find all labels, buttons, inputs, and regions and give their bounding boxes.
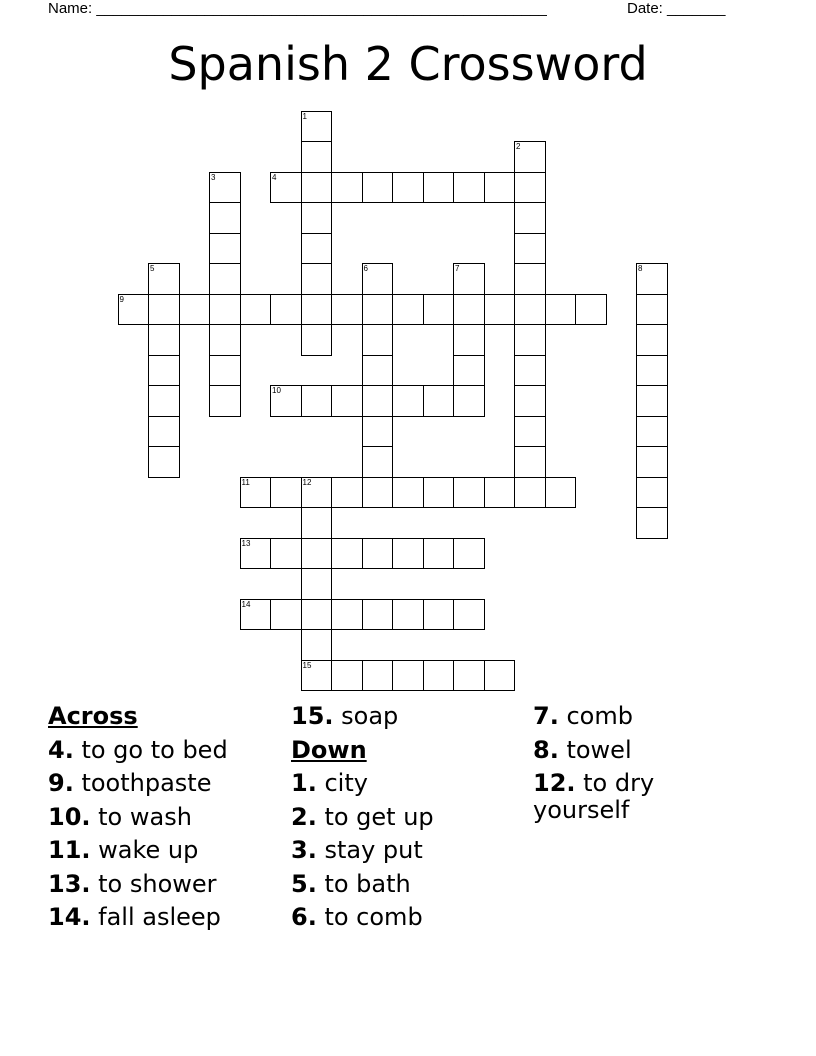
date-field[interactable]: Date: _______: [627, 0, 726, 17]
clue-column-1: [48, 700, 228, 935]
grid-cell[interactable]: [392, 172, 424, 204]
grid-cell[interactable]: [362, 355, 394, 387]
grid-cell[interactable]: [514, 385, 546, 417]
grid-cell[interactable]: [514, 324, 546, 356]
grid-cell[interactable]: [514, 416, 546, 448]
grid-cell[interactable]: [362, 660, 394, 692]
clue-down-6: [291, 901, 434, 935]
grid-cell[interactable]: [270, 385, 302, 417]
grid-cell[interactable]: [331, 538, 363, 570]
grid-cell[interactable]: [392, 538, 424, 570]
clue-across-14: [48, 901, 228, 935]
grid-cell[interactable]: [636, 477, 668, 509]
grid-cell[interactable]: [270, 599, 302, 631]
grid-cell[interactable]: [270, 172, 302, 204]
grid-cell[interactable]: [148, 416, 180, 448]
page-title: Spanish 2 Crossword: [168, 37, 648, 91]
grid-cell[interactable]: [209, 263, 241, 295]
grid-cell[interactable]: [636, 355, 668, 387]
grid-cell[interactable]: [270, 294, 302, 326]
clue-number: 2.: [291, 802, 317, 831]
grid-cell[interactable]: [423, 172, 455, 204]
grid-cell[interactable]: [453, 538, 485, 570]
grid-cell[interactable]: [301, 568, 333, 600]
name-field[interactable]: Name: ______________________________________________________: [48, 0, 547, 17]
clue-text: city: [316, 769, 368, 797]
grid-cell[interactable]: [484, 660, 516, 692]
grid-cell[interactable]: [514, 263, 546, 295]
grid-cell[interactable]: [301, 385, 333, 417]
grid-cell[interactable]: [118, 294, 150, 326]
grid-cell[interactable]: [392, 599, 424, 631]
grid-cell[interactable]: [209, 324, 241, 356]
grid-cell[interactable]: [362, 294, 394, 326]
grid-cell[interactable]: [453, 324, 485, 356]
grid-cell[interactable]: [453, 599, 485, 631]
grid-cell[interactable]: [240, 477, 272, 509]
grid-cell[interactable]: [636, 324, 668, 356]
grid-cell[interactable]: [148, 446, 180, 478]
grid-cell[interactable]: [453, 263, 485, 295]
cell-number: 6: [363, 264, 368, 273]
grid-cell[interactable]: [240, 599, 272, 631]
grid-cell[interactable]: [331, 477, 363, 509]
grid-cell[interactable]: [301, 660, 333, 692]
clue-across-11: [48, 834, 228, 868]
clue-down-8: [533, 734, 683, 768]
cell-number: 12: [302, 477, 312, 487]
grid-cell[interactable]: [301, 141, 333, 173]
grid-cell[interactable]: [514, 477, 546, 509]
grid-cell[interactable]: [514, 172, 546, 204]
grid-cell[interactable]: [301, 324, 333, 356]
clue-text: toothpaste: [73, 769, 212, 797]
grid-cell[interactable]: [484, 477, 516, 509]
grid-cell[interactable]: [240, 538, 272, 570]
clue-text: to comb: [316, 903, 423, 931]
grid-cell[interactable]: [423, 385, 455, 417]
clue-text: soap: [333, 702, 399, 730]
cell-number: 4: [272, 172, 277, 182]
grid-cell[interactable]: [514, 355, 546, 387]
clue-text: to go to bed: [73, 735, 228, 764]
clue-number: 6.: [291, 903, 317, 931]
clue-down-12: [533, 770, 683, 824]
grid-cell[interactable]: [362, 416, 394, 448]
clue-column-3: [533, 700, 683, 824]
grid-cell[interactable]: [301, 263, 333, 295]
grid-cell[interactable]: [148, 263, 180, 295]
clue-down-3: [291, 834, 434, 868]
grid-cell[interactable]: [179, 294, 211, 326]
grid-cell[interactable]: [514, 141, 546, 173]
grid-cell[interactable]: [301, 477, 333, 509]
grid-cell[interactable]: [362, 538, 394, 570]
cell-number: 13: [241, 538, 251, 548]
grid-cell[interactable]: [453, 385, 485, 417]
grid-cell[interactable]: [301, 172, 333, 204]
grid-cell[interactable]: [301, 202, 333, 234]
clue-number: 4.: [48, 735, 74, 764]
cell-number: 5: [150, 264, 155, 273]
cell-number: 7: [455, 264, 460, 273]
clue-text: comb: [558, 702, 633, 730]
clue-across-4: [48, 734, 228, 768]
grid-cell[interactable]: [392, 660, 424, 692]
cell-number: 10: [272, 386, 281, 395]
grid-cell[interactable]: [209, 355, 241, 387]
clue-text: to shower: [90, 869, 217, 898]
grid-cell[interactable]: [331, 294, 363, 326]
grid-cell[interactable]: [514, 233, 546, 265]
grid-cell[interactable]: [545, 294, 577, 326]
grid-cell[interactable]: [514, 294, 546, 326]
grid-cell[interactable]: [209, 172, 241, 204]
grid-cell[interactable]: [362, 477, 394, 509]
clue-number: 12.: [533, 769, 576, 797]
clue-number: 5.: [291, 869, 317, 898]
grid-cell[interactable]: [301, 294, 333, 326]
clue-text: stay put: [316, 836, 423, 864]
grid-cell[interactable]: [148, 324, 180, 356]
grid-cell[interactable]: [392, 294, 424, 326]
grid-cell[interactable]: [148, 355, 180, 387]
clue-number: 13.: [48, 869, 91, 898]
clue-down-1: [291, 767, 434, 801]
clue-text: to bath: [316, 869, 411, 898]
grid-cell[interactable]: [453, 355, 485, 387]
grid-cell[interactable]: [423, 660, 455, 692]
grid-cell[interactable]: [514, 202, 546, 234]
grid-cell[interactable]: [453, 172, 485, 204]
grid-cell[interactable]: [514, 446, 546, 478]
clue-number: 9.: [48, 769, 74, 797]
cell-number: 15: [302, 660, 312, 670]
grid-cell[interactable]: [636, 416, 668, 448]
clue-across-13: [48, 868, 228, 902]
grid-cell[interactable]: [301, 507, 333, 539]
clue-down-5: [291, 868, 434, 902]
clue-text: wake up: [90, 836, 199, 864]
clue-text: to get up: [316, 802, 434, 831]
clue-column-2: [291, 700, 434, 935]
grid-cell[interactable]: [209, 233, 241, 265]
grid-cell[interactable]: [423, 477, 455, 509]
clue-across-10: [48, 801, 228, 835]
grid-cell[interactable]: [301, 629, 333, 661]
clue-number: 3.: [291, 836, 317, 864]
down-heading: Down: [291, 735, 367, 764]
clue-text: fall asleep: [90, 903, 221, 931]
grid-cell[interactable]: [270, 477, 302, 509]
clue-number: 11.: [48, 836, 91, 864]
grid-cell[interactable]: [209, 294, 241, 326]
clue-number: 8.: [533, 735, 559, 764]
grid-cell[interactable]: [148, 385, 180, 417]
grid-cell[interactable]: [636, 385, 668, 417]
grid-cell[interactable]: [362, 324, 394, 356]
grid-cell[interactable]: [362, 599, 394, 631]
clue-down-2: [291, 801, 434, 835]
grid-cell[interactable]: [362, 446, 394, 478]
grid-cell[interactable]: [636, 507, 668, 539]
grid-cell[interactable]: [423, 294, 455, 326]
grid-cell[interactable]: [636, 446, 668, 478]
grid-cell[interactable]: [453, 660, 485, 692]
grid-cell[interactable]: [270, 538, 302, 570]
grid-cell[interactable]: [209, 202, 241, 234]
grid-cell[interactable]: [362, 385, 394, 417]
grid-cell[interactable]: [148, 294, 180, 326]
grid-cell[interactable]: [453, 294, 485, 326]
grid-cell[interactable]: [575, 294, 607, 326]
across-heading: Across: [48, 702, 138, 730]
grid-cell[interactable]: [636, 263, 668, 295]
clue-down-7: [533, 700, 683, 734]
grid-cell[interactable]: [362, 172, 394, 204]
grid-cell[interactable]: [301, 233, 333, 265]
grid-cell[interactable]: [209, 385, 241, 417]
grid-cell[interactable]: [301, 111, 333, 143]
cell-number: 8: [638, 264, 643, 273]
clue-across-9: [48, 767, 228, 801]
grid-cell[interactable]: [545, 477, 577, 509]
grid-cell[interactable]: [301, 599, 333, 631]
clue-number: 7.: [533, 702, 559, 730]
clue-text: to wash: [90, 802, 192, 831]
grid-cell[interactable]: [240, 294, 272, 326]
grid-cell[interactable]: [362, 263, 394, 295]
cell-number: 1: [302, 111, 307, 121]
clue-number: 10.: [48, 802, 91, 831]
grid-cell[interactable]: [423, 599, 455, 631]
grid-cell[interactable]: [331, 385, 363, 417]
grid-cell[interactable]: [636, 294, 668, 326]
clue-number: 15.: [291, 702, 334, 730]
cell-number: 9: [119, 294, 124, 304]
clue-text: towel: [558, 735, 632, 764]
grid-cell[interactable]: [301, 538, 333, 570]
grid-cell[interactable]: [331, 660, 363, 692]
cell-number: 11: [241, 477, 250, 487]
cell-number: 14: [241, 599, 251, 609]
grid-cell[interactable]: [423, 538, 455, 570]
grid-cell[interactable]: [331, 599, 363, 631]
grid-cell[interactable]: [392, 385, 424, 417]
grid-cell[interactable]: [453, 477, 485, 509]
clue-number: 14.: [48, 903, 91, 931]
clue-text: to dry yourself: [533, 769, 655, 824]
grid-cell[interactable]: [484, 294, 516, 326]
clue-number: 1.: [291, 769, 317, 797]
clue-across-15: [291, 700, 434, 734]
grid-cell[interactable]: [484, 172, 516, 204]
cell-number: 2: [516, 142, 521, 151]
grid-cell[interactable]: [392, 477, 424, 509]
cell-number: 3: [211, 172, 216, 182]
grid-cell[interactable]: [331, 172, 363, 204]
